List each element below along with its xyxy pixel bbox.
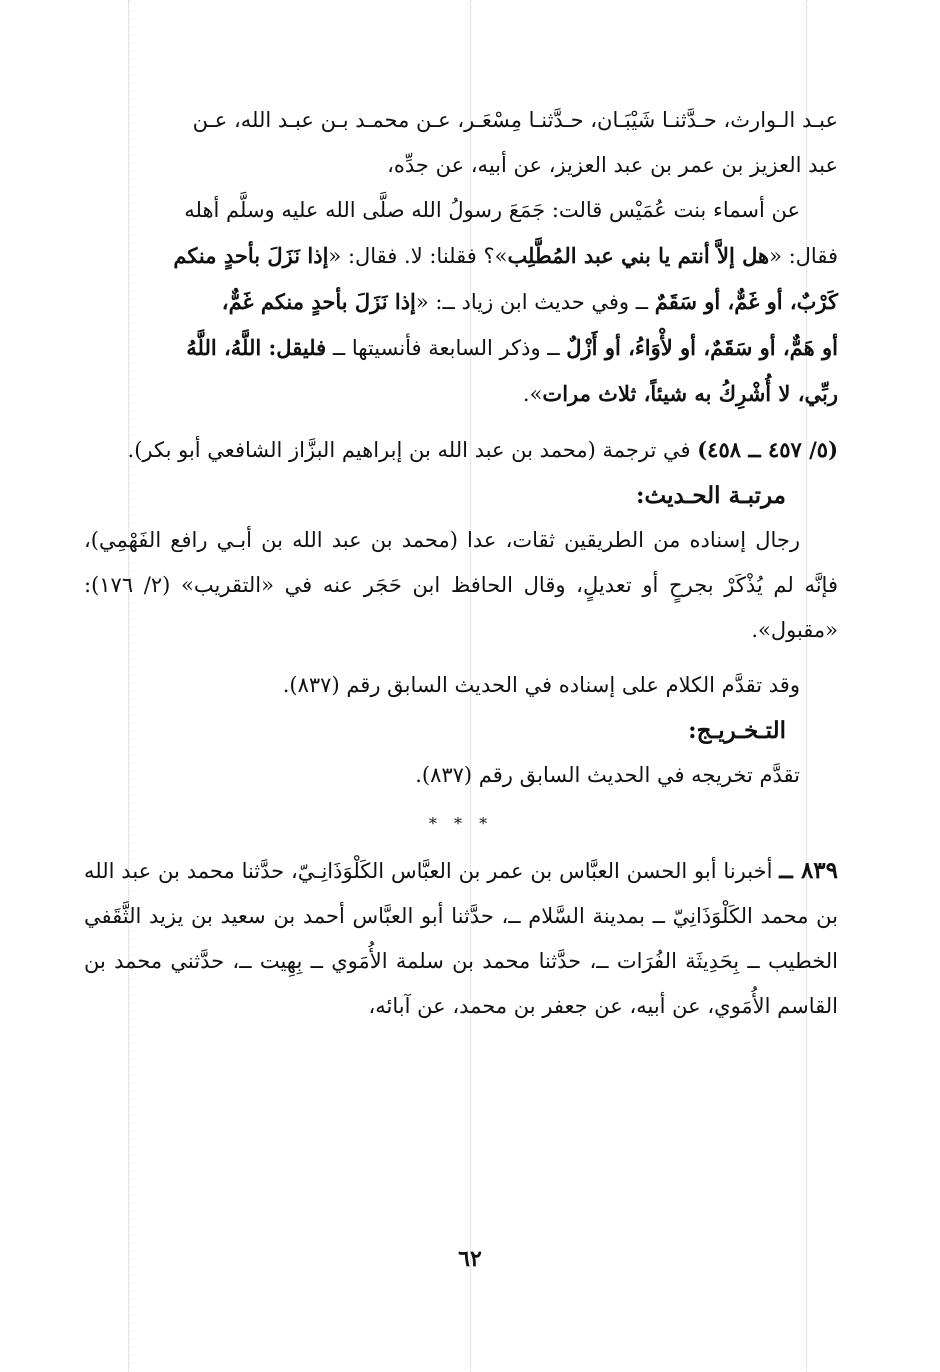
- text-column: [84, 98, 838, 1029]
- hadith-number: ٨٣٩ ــ: [779, 857, 839, 884]
- hadith-matn-paragraph: عن أسماء بنت عُمَيْس قالت: جَمَعَ رسولُ الله صلَّى الله عليه وسلَّم أهله فقال: «هل إلاَّ أنتم يا بني عبد المُطَّلِب»؟ فقلنا: لا. فقال: «إذا نَزَلَ بأحدٍ منكم كَرْبٌ، أو غَمٌّ، أو سَقَمٌ ــ وفي حديث ابن زياد ــ: «إذا نَزَلَ بأحدٍ منكم غَمٌّ، أو هَمٌّ، أو سَقَمٌ، أو لأْوَاءُ، أو أَزْلٌ ــ وذكر السابعة فأنسيتها ــ فليقل: اللَّهُ، اللَّهُ ربِّي، لا أُشْرِكُ به شيئاً، ثلاث مرات».: [173, 198, 838, 406]
- isnad-continuation: [84, 98, 838, 188]
- text-line: عبد العزيز بن عمر بن عبد العزيز، عن أبيه، عن جدِّه،: [387, 153, 838, 177]
- rank-note-paragraph: وقد تقدَّم الكلام على إسناده في الحديث السابق رقم (٨٣٧).: [282, 673, 800, 697]
- rank-paragraph: رجال إسناده من الطريقين ثقات، عدا (محمد بن عبد الله بن أبـي رافع الفَهْمِي)، فإنَّه لم يُذْكَرْ بجرحٍ أو تعديلٍ، وقال الحافظ ابن حَجَر عنه في «التقريب» (٢/ ١٧٦): «مقبول».: [84, 528, 838, 642]
- volume-page-ref: (٥/ ٤٥٧ ــ ٤٥٨): [697, 437, 838, 462]
- section-heading-rank: مرتبـة الحـديث:: [636, 482, 786, 509]
- source-reference: (٥/ ٤٥٧ ــ ٤٥٨) في ترجمة (محمد بن عبد الله بن إبراهيم البزَّاز الشافعي أبو بكر).: [127, 437, 838, 462]
- section-heading-takhrij: التـخـريـج:: [688, 717, 786, 744]
- section-separator-stars: * * *: [428, 814, 494, 833]
- hadith-839-paragraph: [84, 848, 838, 1029]
- takhrij-paragraph: تقدَّم تخريجه في الحديث السابق رقم (٨٣٧).: [415, 763, 800, 787]
- page-number: ٦٢: [458, 1246, 482, 1272]
- hadith-isnad: أخبرنا أبو الحسن العبَّاس بن عمر بن العبَّاس الكَلْوَذَانِـيّ، حدَّثنا محمد بن عبد الله بن محمد الكَلْوَذَانِيّ ــ بمدينة السَّلام ــ، حدَّثنا أبو العبَّاس أحمد بن سعيد بن يزيد الثَّقَفي الخطيب ــ بِحَدِيثَة الفُرَات ــ، حدَّثنا محمد بن سلمة الأُمَوي ــ بِهِيت ــ، حدَّثني محمد بن القاسم الأُمَوي، عن أبيه، عن جعفر بن محمد، عن آبائه،: [84, 859, 838, 1018]
- text-line: عبـد الـوارث، حـدَّثنـا شَيْبَـان، حـدَّثنـا مِسْعَـر، عـن محمـد بـن عبـد الله، عـن: [192, 108, 838, 132]
